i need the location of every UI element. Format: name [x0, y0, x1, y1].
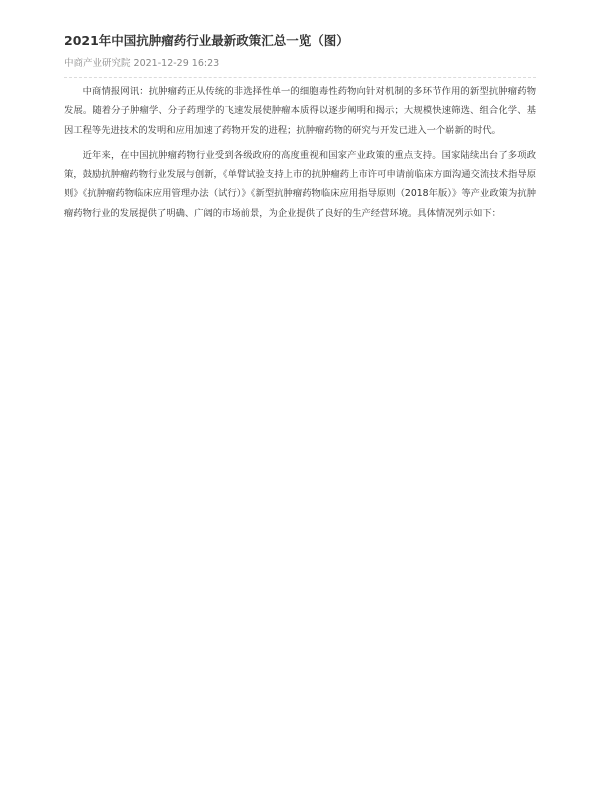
article-title: 2021年中国抗肿瘤药行业最新政策汇总一览（图）: [64, 33, 349, 48]
article-source: 中商产业研究院: [64, 58, 131, 69]
body-paragraph: 近年来，在中国抗肿瘤药物行业受到各级政府的高度重视和国家产业政策的重点支持。国家陆续出台了多项政策，鼓励抗肿瘤药物行业发展与创新，《单臂试验支持上市的抗肿瘤药上市许可申请前临床方面沟通交流技术指导原则》《抗肿瘤药物临床应用管理办法（试行）》《新型抗肿瘤药物临床应用指导原则（2018年版）》等产业政策为抗肿瘤药物行业的发展提供了明确、广阔的市场前景，为企业提供了良好的生产经营环境。具体情况列示如下：: [64, 149, 536, 219]
article-meta: [64, 57, 219, 71]
article-body: [64, 82, 536, 229]
body-paragraph: 中商情报网讯：抗肿瘤药正从传统的非选择性单一的细胞毒性药物向针对机制的多环节作用的新型抗肿瘤药物发展。随着分子肿瘤学、分子药理学的飞速发展使肿瘤本质得以逐步阐明和揭示；大规模快速筛选、组合化学、基因工程等先进技术的发明和应用加速了药物开发的进程；抗肿瘤药物的研究与开发已进入一个崭新的时代。: [64, 86, 536, 136]
title-divider: [64, 77, 536, 78]
article-date: 2021-12-29 16:23: [133, 58, 220, 69]
